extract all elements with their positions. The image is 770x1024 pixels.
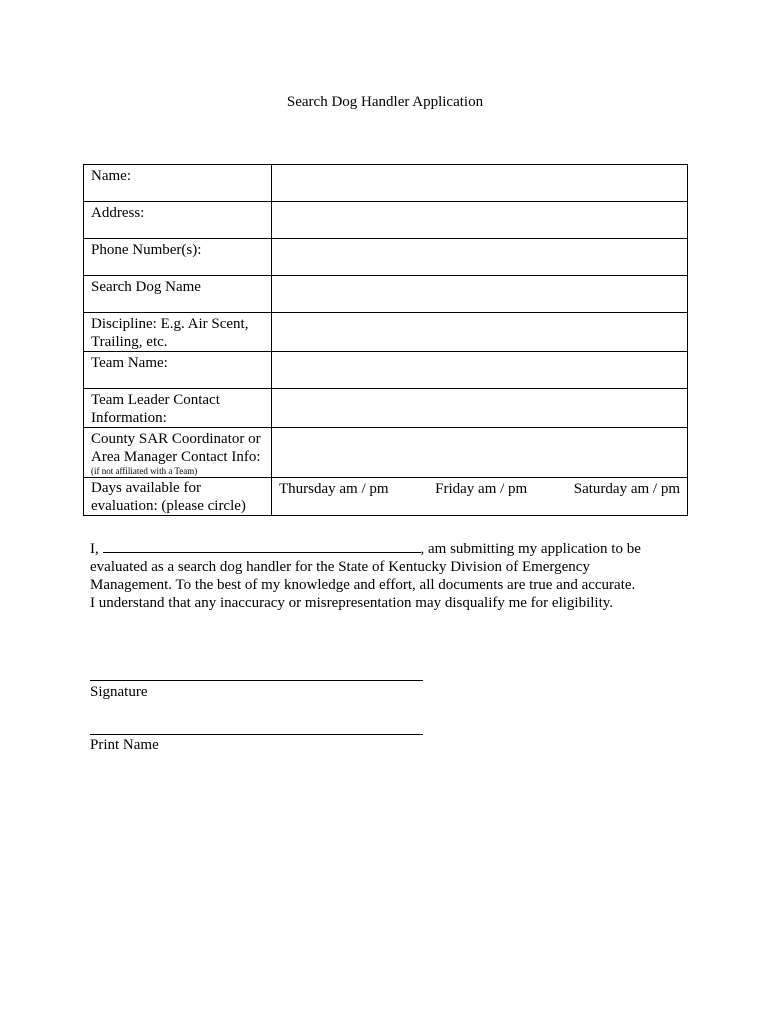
days-label: Days available for evaluation: (please circle) [84, 478, 272, 516]
discipline-field[interactable] [272, 313, 688, 352]
form-row-dog-name [84, 276, 688, 313]
form-row-team-leader [84, 389, 688, 428]
coordinator-field[interactable] [272, 428, 688, 478]
page-title: Search Dog Handler Application [286, 94, 484, 110]
statement-line-2: evaluated as a search dog handler for the State of Kentucky Division of Emergency [90, 559, 590, 575]
address-label: Address: [84, 202, 272, 239]
team-leader-label: Team Leader Contact Information: [84, 389, 272, 428]
form-row-days [84, 478, 688, 516]
team-name-label: Team Name: [84, 352, 272, 389]
coordinator-label: County SAR Coordinator or Area Manager Contact Info: [91, 431, 261, 465]
signature-label: Signature [90, 684, 148, 700]
statement-prefix: I, [90, 541, 99, 557]
print-name-line[interactable] [90, 734, 423, 735]
application-form-table [83, 164, 688, 516]
form-row-address [84, 202, 688, 239]
statement-line1-suffix: , am submitting my application to be [420, 541, 641, 557]
form-row-discipline [84, 313, 688, 352]
day-option-friday[interactable]: Friday am / pm [435, 481, 528, 497]
print-name-label: Print Name [90, 737, 159, 753]
form-row-phone [84, 239, 688, 276]
signature-line[interactable] [90, 680, 423, 681]
team-leader-field[interactable] [272, 389, 688, 428]
phone-label: Phone Number(s): [84, 239, 272, 276]
coordinator-note: (if not affiliated with a Team) [91, 466, 198, 476]
day-option-saturday[interactable]: Saturday am / pm [573, 481, 680, 497]
day-option-thursday[interactable]: Thursday am / pm [279, 481, 389, 497]
days-options-cell [272, 478, 688, 516]
dog-name-label: Search Dog Name [84, 276, 272, 313]
form-row-team-name [84, 352, 688, 389]
dog-name-field[interactable] [272, 276, 688, 313]
coordinator-label-cell [84, 428, 272, 478]
statement-line-3: Management. To the best of my knowledge and effort, all documents are true and accurate. [90, 577, 636, 593]
phone-field[interactable] [272, 239, 688, 276]
statement-line-4: I understand that any inaccuracy or misrepresentation may disqualify me for eligibility. [90, 595, 614, 611]
statement-line-1 [90, 540, 670, 558]
name-field[interactable] [272, 165, 688, 202]
form-row-name [84, 165, 688, 202]
name-label: Name: [84, 165, 272, 202]
declaration-statement [90, 540, 670, 612]
address-field[interactable] [272, 202, 688, 239]
applicant-name-blank[interactable] [103, 540, 421, 553]
form-row-coordinator [84, 428, 688, 478]
discipline-label: Discipline: E.g. Air Scent, Trailing, etc. [84, 313, 272, 352]
team-name-field[interactable] [272, 352, 688, 389]
